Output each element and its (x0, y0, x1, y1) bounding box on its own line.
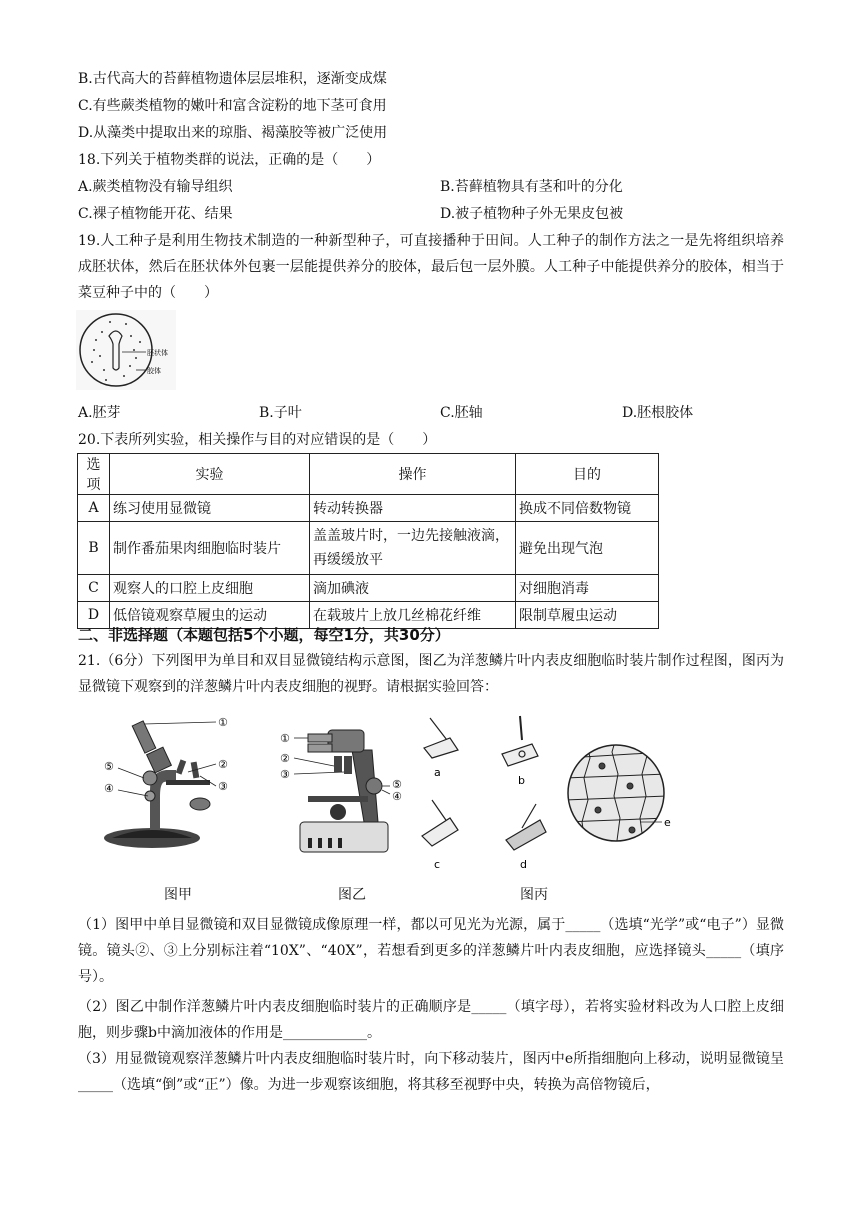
q19-stem: 19.人工种子是利用生物技术制造的一种新型种子，可直接播种于田间。人工种子的制作方法之一是先将组织培养成胚状体，然后在胚状体外包裹一层能提供养分的胶体，最后包一层外膜。人工种子中能提供养分的胶体，相当于菜豆种子中的（ ） (78, 233, 784, 301)
table-row (78, 522, 659, 575)
caption-yi: 图乙 (338, 887, 366, 903)
table-row (78, 495, 659, 522)
q18-stem: 18.下列关于植物类群的说法，正确的是（ ） (78, 152, 381, 168)
cell-option: C (78, 575, 110, 602)
cell-experiment: 练习使用显微镜 (110, 495, 310, 522)
cell-experiment: 低倍镜观察草履虫的运动 (110, 602, 310, 629)
caption-jia: 图甲 (164, 887, 192, 903)
cell-operation: 盖盖玻片时，一边先接触液滴，再缓缓放平 (310, 522, 516, 575)
q17-option-c: C.有些蕨类植物的嫩叶和富含淀粉的地下茎可食用 (78, 98, 387, 114)
header-purpose: 目的 (516, 454, 659, 495)
q21-part2: （2）图乙中制作洋葱鳞片叶内表皮细胞临时装片的正确顺序是_____（填字母），若将实验材料改为人口腔上皮细胞，则步骤b中滴加液体的作用是____________。 (78, 999, 784, 1041)
cell-purpose: 换成不同倍数物镜 (516, 495, 659, 522)
step-b-label: b (518, 774, 525, 787)
q17-option-b: B.古代高大的苔藓植物遗体层层堆积，逐渐变成煤 (78, 71, 387, 87)
table-row (78, 575, 659, 602)
step-d-label: d (520, 858, 527, 871)
step-c-label: c (434, 858, 441, 871)
monocular-microscope-figure (92, 710, 262, 880)
header-option: 选项 (78, 454, 110, 495)
caption-bing: 图丙 (520, 887, 548, 903)
q21-stem: 21.（6分）下列图甲为单目和双目显微镜结构示意图，图乙为洋葱鳞片叶内表皮细胞临时装片制作过程图，图丙为显微镜下观察到的洋葱鳞片叶内表皮细胞的视野。请根据实验回答： (78, 653, 784, 695)
label-3: ③ (218, 780, 228, 793)
label-1: ① (218, 716, 228, 729)
cell-option: A (78, 495, 110, 522)
cell-operation: 滴加碘液 (310, 575, 516, 602)
q17-option-d: D.从藻类中提取出来的琼脂、褐藻胶等被广泛使用 (78, 125, 388, 141)
q19-option-a: A.胚芽 (78, 405, 121, 421)
table-header-row (78, 454, 659, 495)
q18-option-a: A.蕨类植物没有输导组织 (78, 179, 233, 195)
binocular-microscope-figure (278, 710, 408, 870)
q21-part3: （3）用显微镜观察洋葱鳞片叶内表皮细胞临时装片时，向下移动装片，图丙中e所指细胞向上移动，说明显微镜呈_____（选填“倒”或“正”）像。为进一步观察该细胞，将其移至视野中央，转换为高倍物镜后， (78, 1051, 784, 1093)
cell-option: D (78, 602, 110, 629)
q19-option-d: D.胚根胶体 (622, 405, 694, 421)
label-3: ③ (280, 768, 290, 781)
embryoid-label: 胚状体 (147, 349, 168, 357)
colloid-label: 胶体 (147, 367, 161, 375)
q19-option-c: C.胚轴 (440, 405, 483, 421)
header-operation: 操作 (310, 454, 516, 495)
slide-preparation-steps-figure (410, 708, 570, 878)
label-2: ② (280, 752, 290, 765)
label-5: ⑤ (104, 760, 114, 773)
cell-operation: 转动转换器 (310, 495, 516, 522)
step-a-label: a (434, 766, 441, 779)
header-experiment: 实验 (110, 454, 310, 495)
cell-purpose: 对细胞消毒 (516, 575, 659, 602)
section-heading: 二、非选择题（本题包括5个小题，每空1分，共30分） (78, 626, 450, 644)
onion-cell-view-figure (566, 738, 676, 848)
q20-stem: 20.下表所列实验，相关操作与目的对应错误的是（ ） (78, 432, 437, 448)
cell-e-label: e (664, 816, 671, 829)
experiment-table (77, 453, 659, 629)
label-4: ④ (392, 790, 402, 803)
q18-option-d: D.被子植物种子外无果皮包被 (440, 206, 624, 222)
label-2: ② (218, 758, 228, 771)
q19-option-b: B.子叶 (259, 405, 302, 421)
label-4: ④ (104, 782, 114, 795)
cell-purpose: 限制草履虫运动 (516, 602, 659, 629)
q18-option-c: C.裸子植物能开花、结果 (78, 206, 233, 222)
cell-experiment: 制作番茄果肉细胞临时装片 (110, 522, 310, 575)
cell-operation: 在载玻片上放几丝棉花纤维 (310, 602, 516, 629)
q21-part1: （1）图甲中单目显微镜和双目显微镜成像原理一样，都以可见光为光源，属于_____（选填“光学”或“电子”）显微镜。镜头②、③上分别标注着“10X”、“40X”，若想看到更多的洋葱鳞片叶内表皮细胞，应选择镜头_____（填序号）。 (78, 917, 784, 985)
q18-option-b: B.苔藓植物具有茎和叶的分化 (440, 179, 623, 195)
cell-experiment: 观察人的口腔上皮细胞 (110, 575, 310, 602)
label-5: ⑤ (392, 778, 402, 791)
cell-purpose: 避免出现气泡 (516, 522, 659, 575)
label-1: ① (280, 732, 290, 745)
cell-option: B (78, 522, 110, 575)
artificial-seed-figure (76, 310, 176, 390)
